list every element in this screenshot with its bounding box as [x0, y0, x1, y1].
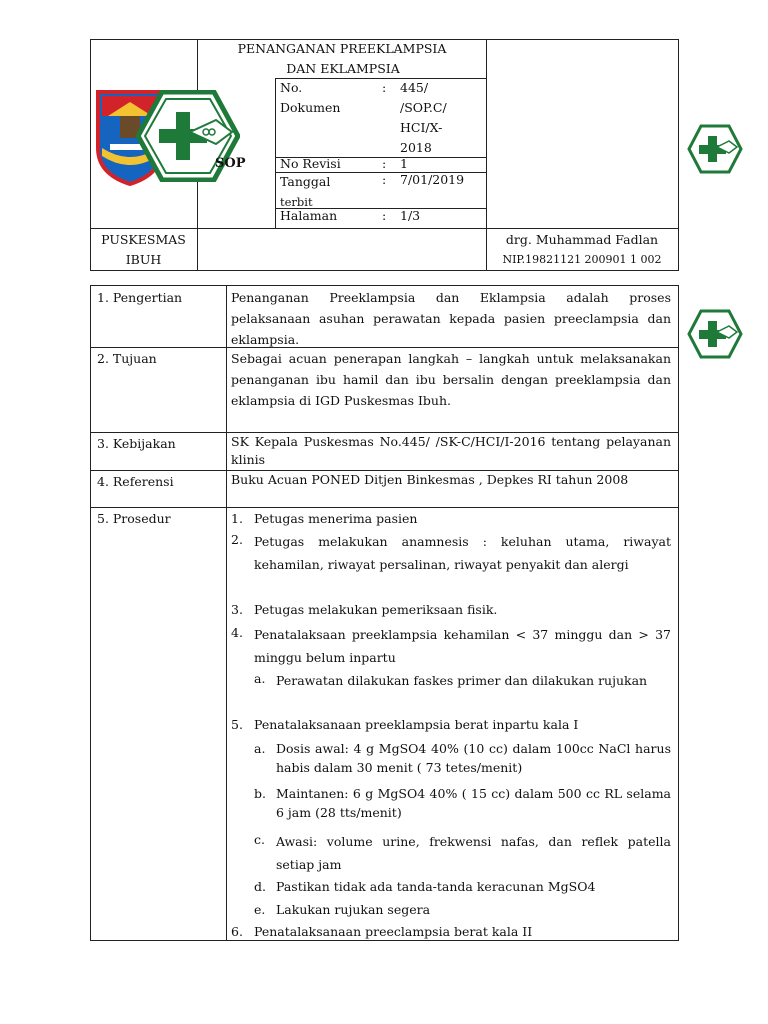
- list-item: Penatalaksaan preeklampsia kehamilan < 37 minggu dan > 37 minggu belum inpartu: [254, 627, 671, 665]
- section-referensi-label: 4. Referensi: [97, 474, 174, 489]
- list-item-number: 1.: [231, 511, 243, 526]
- list-item: Petugas menerima pasien: [254, 511, 418, 526]
- field-no-dokumen-label: No. Dokumen: [280, 80, 341, 115]
- list-item-number: 2.: [231, 532, 243, 547]
- list-item: Penatalaksanaan preeklampsia berat inpartu kala I: [254, 717, 579, 732]
- org-name: PUSKESMAS IBUH: [101, 232, 186, 267]
- field-halaman-value: 1/3: [400, 208, 421, 223]
- section-prosedur-label: 5. Prosedur: [97, 511, 171, 526]
- list-subitem-letter: a.: [254, 741, 266, 756]
- list-subitem: Maintanen: 6 g MgSO4 40% ( 15 cc) dalam 500 cc RL selama 6 jam (28 tts/menit): [276, 786, 671, 820]
- document-title-line2: DAN EKLAMPSIA: [286, 61, 400, 76]
- list-subitem-letter: a.: [254, 671, 266, 686]
- list-item-number: 3.: [231, 602, 243, 617]
- field-tanggal-terbit-sep: :: [382, 172, 387, 187]
- list-subitem: Pastikan tidak ada tanda-tanda keracunan MgSO4: [276, 879, 596, 894]
- field-no-dokumen-value: 445/ /SOP.C/ HCI/X- 2018: [400, 80, 447, 155]
- list-item-number: 5.: [231, 717, 243, 732]
- list-subitem: Perawatan dilakukan faskes primer dan dilakukan rujukan: [276, 673, 648, 688]
- list-subitem-letter: d.: [254, 879, 266, 894]
- field-no-revisi-sep: :: [382, 156, 387, 171]
- field-tanggal-terbit-value: 7/01/2019: [400, 172, 465, 187]
- list-item: Penatalaksanaan preeclampsia berat kala II: [254, 924, 533, 939]
- signer-nip: NIP.19821121 200901 1 002: [502, 253, 662, 266]
- list-subitem: Lakukan rujukan segera: [276, 902, 431, 917]
- puskesmas-badge-icon: [687, 309, 743, 359]
- document-title: [198, 39, 486, 79]
- section-pengertian-label: 1. Pengertian: [97, 290, 183, 305]
- section-kebijakan-label: 3. Kebijakan: [97, 436, 176, 451]
- field-halaman-sep: :: [382, 208, 387, 223]
- signer: [486, 230, 678, 270]
- list-item: Petugas melakukan pemeriksaan fisik.: [254, 602, 498, 617]
- list-subitem: Dosis awal: 4 g MgSO4 40% (10 cc) dalam 100cc NaCl harus habis dalam 30 menit ( 73 tetes/menit): [276, 741, 671, 775]
- field-no-dokumen-sep: :: [382, 80, 387, 95]
- sop-label: SOP: [215, 156, 246, 171]
- list-item: Petugas melakukan anamnesis : keluhan utama, riwayat kehamilan, riwayat persalinan, riwayat penyakit dan alergi: [254, 534, 671, 572]
- signer-name: drg. Muhammad Fadlan: [505, 232, 659, 247]
- field-no-revisi-label: No Revisi: [280, 156, 341, 171]
- section-tujuan-text: Sebagai acuan penerapan langkah – langkah untuk melaksanakan penanganan ibu hamil dan ibu bersalin dengan preeklampsia dan eklampsia di IGD Puskesmas Ibuh.: [231, 351, 671, 408]
- list-item-number: 6.: [231, 924, 243, 939]
- section-tujuan-label: 2. Tujuan: [97, 351, 157, 366]
- field-tanggal-terbit-label: Tanggal terbit: [280, 174, 331, 209]
- list-subitem-letter: e.: [254, 902, 266, 917]
- section-referensi-text: Buku Acuan PONED Ditjen Binkesmas , Depkes RI tahun 2008: [231, 472, 629, 487]
- list-subitem: Awasi: volume urine, frekwensi nafas, dan reflek patella setiap jam: [276, 834, 671, 872]
- puskesmas-badge-icon: [687, 124, 743, 174]
- section-kebijakan-text: SK Kepala Puskesmas No.445/ /SK-C/HCI/I-2016 tentang pelayanan klinis: [231, 434, 671, 467]
- list-subitem-letter: b.: [254, 786, 266, 801]
- list-item-number: 4.: [231, 625, 243, 640]
- field-halaman-label: Halaman: [280, 208, 338, 223]
- document-title-line1: PENANGANAN PREEKLAMPSIA: [237, 41, 447, 56]
- field-no-revisi-value: 1: [400, 156, 408, 171]
- section-pengertian-text: Penanganan Preeklampsia dan Eklampsia adalah proses pelaksanaan asuhan perawatan kepada pasien preeclampsia dan eklampsia.: [231, 290, 671, 347]
- list-subitem-letter: c.: [254, 832, 265, 847]
